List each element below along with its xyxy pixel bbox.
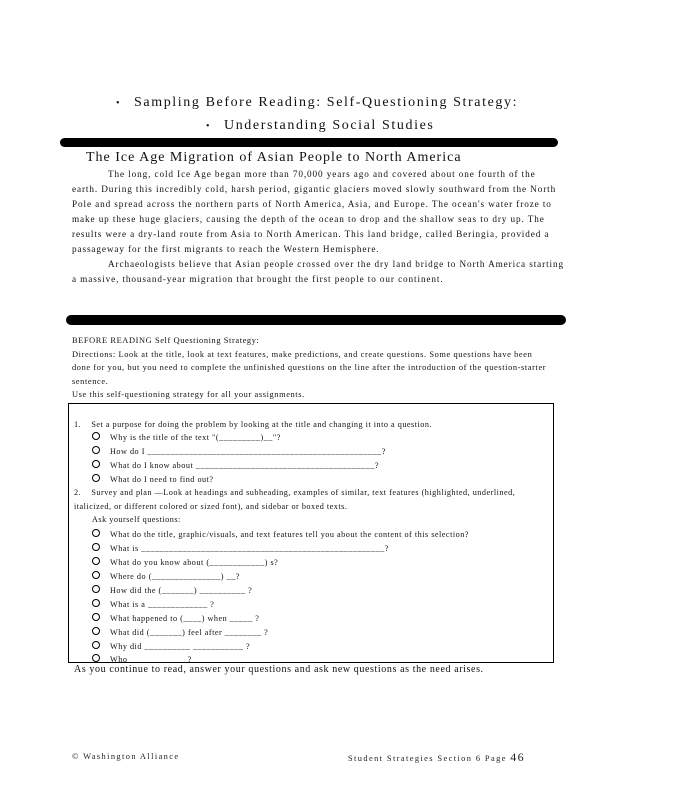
- heading-line-2: • Understanding Social Studies: [206, 118, 435, 133]
- heading-line-1: • Sampling Before Reading: Self-Questioning Strategy:: [116, 95, 519, 110]
- question-item: What do you know about (____________) s?: [92, 557, 278, 567]
- question-item: What do I know about _______________________________________?: [92, 460, 379, 470]
- instructions-directions: Directions: Look at the title, look at text features, make predictions, and create questions. Some questions have been done for you, but you need to complete the unfinished questions on the line after the introduction of the question-starter sentence.: [72, 349, 547, 386]
- instructions-label: BEFORE READING Self Questioning Strategy:: [72, 336, 260, 345]
- question-item: What do I need to find out?: [92, 474, 214, 484]
- closing-instruction: As you continue to read, answer your questions and ask new questions as the need arises.: [74, 664, 484, 675]
- divider-bar-top: [60, 138, 558, 147]
- passage-paragraph-2: Archaeologists believe that Asian people crossed over the dry land bridge to North America starting a massive, thousand-year migration that brought the first people to our continent.: [72, 259, 564, 284]
- question-item: What do the title, graphic/visuals, and text features tell you about the content of this selection?: [92, 529, 469, 539]
- instructions-use: Use this self-questioning strategy for all your assignments.: [72, 390, 305, 399]
- question-item: Who ____________ ?: [92, 654, 192, 664]
- circle-bullet-icon: [92, 557, 100, 565]
- circle-bullet-icon: [92, 474, 100, 482]
- circle-bullet-icon: [92, 627, 100, 635]
- circle-bullet-icon: [92, 571, 100, 579]
- bullet-icon: •: [206, 121, 212, 132]
- circle-bullet-icon: [92, 446, 100, 454]
- question-item: Why did __________ ___________ ?: [92, 641, 250, 651]
- instructions: [72, 334, 550, 402]
- page-number: 46: [510, 750, 526, 764]
- question-item: What did (_______) feel after ________ ?: [92, 627, 268, 637]
- question-item: What is a _____________ ?: [92, 599, 214, 609]
- circle-bullet-icon: [92, 529, 100, 537]
- question-item: Where do (_______________) __?: [92, 571, 240, 581]
- question-item: How do I ___________________________________________________?: [92, 446, 386, 456]
- divider-bar-bottom: [66, 315, 566, 325]
- question-item: Why is the title of the text "(_________)__"?: [92, 432, 281, 442]
- question-item: What is _____________________________________________________?: [92, 543, 389, 553]
- bullet-icon: •: [116, 98, 122, 109]
- circle-bullet-icon: [92, 585, 100, 593]
- circle-bullet-icon: [92, 613, 100, 621]
- circle-bullet-icon: [92, 654, 100, 662]
- footer-page-info: Student Strategies Section 6 Page 46: [348, 750, 526, 764]
- step-1: 1. Set a purpose for doing the problem by looking at the title and changing it into a question.: [74, 420, 433, 429]
- footer-copyright: © Washington Alliance: [72, 752, 180, 761]
- passage-title: The Ice Age Migration of Asian People to North America: [86, 150, 462, 165]
- circle-bullet-icon: [92, 599, 100, 607]
- circle-bullet-icon: [92, 432, 100, 440]
- question-item: How did the (_______) __________ ?: [92, 585, 252, 595]
- passage-body: [72, 167, 564, 287]
- question-item: What happened to (____) when _____ ?: [92, 613, 259, 623]
- circle-bullet-icon: [92, 460, 100, 468]
- step-2-subheading: Ask yourself questions:: [92, 515, 181, 524]
- step-2: 2. Survey and plan —Look at headings and subheading, examples of similar, text features (highlighted, underlined, italicized, or different colored or sized font), and sidebar or boxed texts.: [74, 488, 516, 511]
- passage-paragraph-1: The long, cold Ice Age began more than 70,000 years ago and covered about one fourth of the earth. During this incredibly cold, harsh period, gigantic glaciers moved slowly southward from the North Pole and spread across the northern parts of North America, Asia, and Europe. The ocean's water froze to make up these huge glaciers, causing the depth of the ocean to drop and the shallow seas to dry up. The results were a dry-land route from Asia to North American. This land bridge, called Beringia, provided a passageway for the first migrants to reach the Western Hemisphere.: [72, 169, 557, 254]
- circle-bullet-icon: [92, 641, 100, 649]
- circle-bullet-icon: [92, 543, 100, 551]
